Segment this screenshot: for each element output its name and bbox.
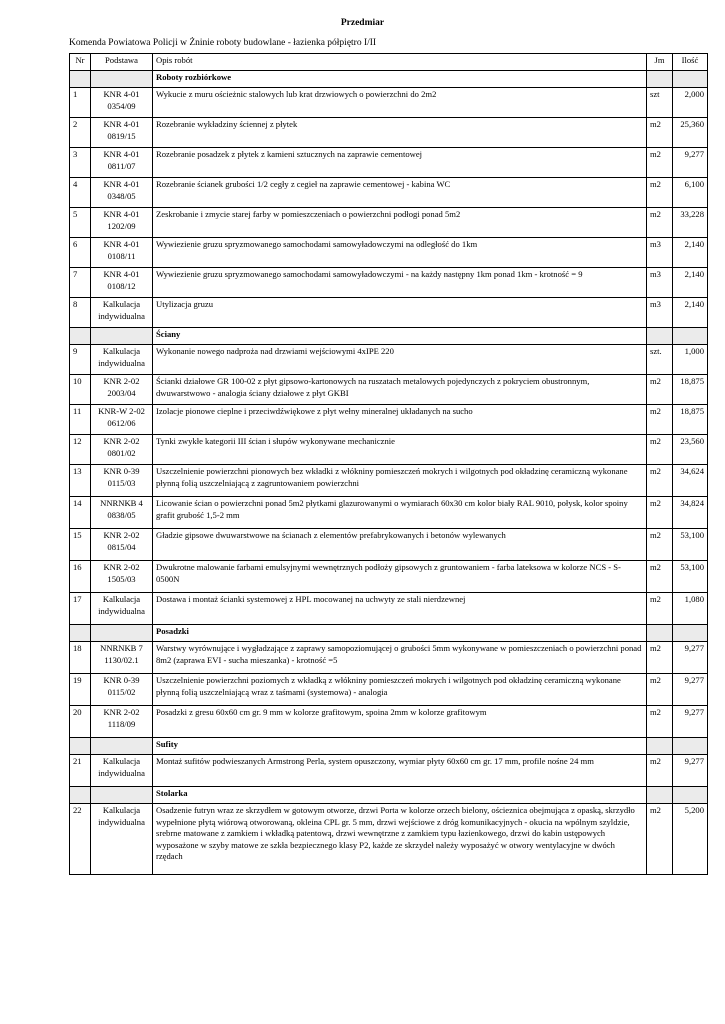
section-cell-jm <box>647 787 673 804</box>
table-row <box>70 706 708 738</box>
column-header-jm: Jm <box>647 54 673 71</box>
item-number: 9 <box>70 345 91 375</box>
section-cell-podstawa <box>91 625 153 642</box>
section-title: Ściany <box>153 328 647 345</box>
item-basis-line-2: 0801/02 <box>107 447 136 458</box>
item-basis-line-1: Kalkulacja <box>102 299 141 309</box>
column-header-ilosc: Ilość <box>673 54 708 71</box>
item-basis-line-2: indywidualna <box>98 357 145 368</box>
item-basis-line-1: KNR 4-01 <box>103 149 140 159</box>
section-cell-nr <box>70 71 91 88</box>
item-number: 8 <box>70 298 91 328</box>
table-row <box>70 148 708 178</box>
item-unit: m2 <box>647 497 673 529</box>
item-basis-line-2: 0819/15 <box>107 130 136 141</box>
section-cell-nr <box>70 328 91 345</box>
item-description: Licowanie ścian o powierzchni ponad 5m2 płytkami glazurowanymi o wymiarach 60x30 cm kolor biały RAL 9010, połysk, kolor spoiny grafit grubość 1,5-2 mm <box>153 497 647 529</box>
item-basis-line-1: KNR 4-01 <box>103 119 140 129</box>
table-row <box>70 674 708 706</box>
item-number: 19 <box>70 674 91 706</box>
section-cell-jm <box>647 625 673 642</box>
table-body <box>70 71 708 875</box>
item-quantity: 1,000 <box>673 345 708 375</box>
section-cell-podstawa <box>91 787 153 804</box>
item-basis-line-1: KNR 2-02 <box>103 436 140 446</box>
item-basis <box>91 238 153 268</box>
item-quantity: 9,277 <box>673 706 708 738</box>
item-basis <box>91 208 153 238</box>
section-cell-nr <box>70 625 91 642</box>
item-quantity: 25,360 <box>673 118 708 148</box>
section-title: Roboty rozbiórkowe <box>153 71 647 88</box>
item-basis-line-2: 0838/05 <box>107 509 136 520</box>
section-row <box>70 787 708 804</box>
item-basis-line-2: indywidualna <box>98 767 145 778</box>
item-description: Warstwy wyrównujące i wygładzające z zaprawy samopoziomującej o grubości 5mm wykonywane w pomieszczeniach o powierzchni ponad 8m2 (zaprawa EVI - sucha mieszanka) - krotność =5 <box>153 642 647 674</box>
item-unit: m2 <box>647 642 673 674</box>
item-description: Dostawa i montaż ścianki systemowej z HPL mocowanej na uchwyty ze stali nierdzewnej <box>153 593 647 625</box>
item-description: Uszczelnienie powierzchni poziomych z wkładką z włókniny pomieszczeń mokrych i wilgotnych pod okładzinę ceramiczną wykonane płynną folią uszczelniającą wraz z taśmami (systemowa) - analogia <box>153 674 647 706</box>
item-basis <box>91 88 153 118</box>
item-basis-line-2: 0612/06 <box>107 417 136 428</box>
section-cell-nr <box>70 787 91 804</box>
table-row <box>70 88 708 118</box>
column-header-opis: Opis robót <box>153 54 647 71</box>
item-quantity: 18,875 <box>673 375 708 405</box>
table-row <box>70 118 708 148</box>
item-basis-line-1: KNR 2-02 <box>103 376 140 386</box>
item-description: Uszczelnienie powierzchni pionowych bez wkładki z włókniny pomieszczeń mokrych i wilgotnych pod okładzinę ceramiczną wykonane płynną folią uszczelniającą z zagruntowaniem powierzchni <box>153 465 647 497</box>
item-description: Gładzie gipsowe dwuwarstwowe na ścianach z elementów prefabrykowanych i betonów wylewanych <box>153 529 647 561</box>
item-number: 6 <box>70 238 91 268</box>
item-description: Zeskrobanie i zmycie starej farby w pomieszczeniach o powierzchni podłogi ponad 5m2 <box>153 208 647 238</box>
item-basis-line-1: KNR 0-39 <box>103 466 140 476</box>
item-basis <box>91 642 153 674</box>
item-description: Dwukrotne malowanie farbami emulsyjnymi wewnętrznych podłoży gipsowych z gruntowaniem - farba lateksowa w kolorze NCS - S-0500N <box>153 561 647 593</box>
item-description: Rozebranie ścianek grubości 1/2 cegły z cegieł na zaprawie cementowej - kabina WC <box>153 178 647 208</box>
item-quantity: 33,228 <box>673 208 708 238</box>
item-basis-line-1: KNR-W 2-02 <box>98 406 145 416</box>
item-quantity: 9,277 <box>673 755 708 787</box>
table-row <box>70 465 708 497</box>
item-unit: m2 <box>647 755 673 787</box>
item-basis-line-1: KNR 2-02 <box>103 707 140 717</box>
item-basis <box>91 465 153 497</box>
document-subtitle: Komenda Powiatowa Policji w Żninie roboty budowlane - łazienka półpiętro I/II <box>69 38 377 48</box>
item-quantity: 2,140 <box>673 298 708 328</box>
item-basis <box>91 435 153 465</box>
item-description: Ścianki działowe GR 100-02 z płyt gipsowo-kartonowych na ruszatach metalowych pojedynczych z pokryciem obustronnym, dwuwarstwowo - analogia ściany działowe z płyt GKBI <box>153 375 647 405</box>
item-basis <box>91 529 153 561</box>
section-cell-ilosc <box>673 787 708 804</box>
item-number: 2 <box>70 118 91 148</box>
item-basis-line-1: KNR 4-01 <box>103 209 140 219</box>
item-basis-line-1: Kalkulacja <box>102 594 141 604</box>
item-unit: m2 <box>647 561 673 593</box>
item-basis <box>91 593 153 625</box>
section-title: Posadzki <box>153 625 647 642</box>
item-unit: m3 <box>647 298 673 328</box>
section-cell-jm <box>647 738 673 755</box>
item-quantity: 23,560 <box>673 435 708 465</box>
item-number: 11 <box>70 405 91 435</box>
item-basis-line-2: 1118/09 <box>107 718 136 729</box>
item-unit: m2 <box>647 529 673 561</box>
item-unit: m2 <box>647 674 673 706</box>
item-basis-line-1: Kalkulacja <box>102 756 141 766</box>
section-cell-jm <box>647 71 673 88</box>
section-cell-podstawa <box>91 328 153 345</box>
item-basis-line-1: KNR 4-01 <box>103 179 140 189</box>
item-quantity: 2,140 <box>673 238 708 268</box>
section-cell-podstawa <box>91 71 153 88</box>
item-basis-line-2: 1130/02.1 <box>104 654 139 665</box>
item-number: 5 <box>70 208 91 238</box>
table-row <box>70 208 708 238</box>
table-row <box>70 804 708 875</box>
table-row <box>70 435 708 465</box>
item-basis <box>91 405 153 435</box>
item-description: Tynki zwykłe kategorii III ścian i słupów wykonywane mechanicznie <box>153 435 647 465</box>
item-basis <box>91 375 153 405</box>
item-description: Posadzki z gresu 60x60 cm gr. 9 mm w kolorze grafitowym, spoina 2mm w kolorze grafitowym <box>153 706 647 738</box>
item-basis-line-2: 0108/11 <box>107 250 136 261</box>
item-number: 15 <box>70 529 91 561</box>
section-cell-ilosc <box>673 328 708 345</box>
table-row <box>70 561 708 593</box>
item-unit: m2 <box>647 465 673 497</box>
item-quantity: 53,100 <box>673 561 708 593</box>
item-basis-line-1: KNR 0-39 <box>103 675 140 685</box>
item-basis-line-2: 0108/12 <box>107 280 136 291</box>
item-quantity: 53,100 <box>673 529 708 561</box>
item-number: 16 <box>70 561 91 593</box>
item-quantity: 6,100 <box>673 178 708 208</box>
item-basis <box>91 118 153 148</box>
table-row <box>70 345 708 375</box>
section-title: Stolarka <box>153 787 647 804</box>
item-basis-line-1: KNR 4-01 <box>103 239 140 249</box>
column-header-podstawa: Podstawa <box>91 54 153 71</box>
item-description: Wywiezienie gruzu spryzmowanego samochodami samowyładowczymi - na każdy następny 1km ponad 1km - krotność = 9 <box>153 268 647 298</box>
item-description: Rozebranie wykładziny ściennej z płytek <box>153 118 647 148</box>
section-cell-ilosc <box>673 738 708 755</box>
section-row <box>70 738 708 755</box>
item-description: Rozebranie posadzek z płytek z kamieni sztucznych na zaprawie cementowej <box>153 148 647 178</box>
item-description: Montaż sufitów podwieszanych Armstrong Perla, system opuszczony, wymiar płyty 60x60 cm gr. 17 mm, profile nośne 24 mm <box>153 755 647 787</box>
item-basis-line-2: indywidualna <box>98 310 145 321</box>
section-cell-ilosc <box>673 71 708 88</box>
item-basis-line-1: NNRNKB 4 <box>100 498 143 508</box>
section-cell-ilosc <box>673 625 708 642</box>
section-cell-jm <box>647 328 673 345</box>
item-quantity: 5,200 <box>673 804 708 875</box>
item-quantity: 9,277 <box>673 674 708 706</box>
item-description: Wywiezienie gruzu spryzmowanego samochodami samowyładowczymi na odległość do 1km <box>153 238 647 268</box>
item-unit: m2 <box>647 118 673 148</box>
table-row <box>70 593 708 625</box>
section-row <box>70 625 708 642</box>
item-number: 17 <box>70 593 91 625</box>
item-basis-line-1: KNR 4-01 <box>103 89 140 99</box>
item-description: Wykucie z muru ościeżnic stalowych lub krat drzwiowych o powierzchni do 2m2 <box>153 88 647 118</box>
item-unit: m2 <box>647 405 673 435</box>
item-number: 1 <box>70 88 91 118</box>
item-basis-line-2: 1505/03 <box>107 573 136 584</box>
przedmiar-table <box>69 53 708 875</box>
item-basis <box>91 804 153 875</box>
item-basis-line-1: Kalkulacja <box>102 346 141 356</box>
item-basis-line-1: KNR 2-02 <box>103 530 140 540</box>
item-basis-line-1: Kalkulacja <box>102 805 141 815</box>
item-basis-line-1: KNR 4-01 <box>103 269 140 279</box>
table-row <box>70 497 708 529</box>
item-unit: m2 <box>647 208 673 238</box>
page-title: Przedmiar <box>340 18 385 28</box>
item-unit: m2 <box>647 706 673 738</box>
section-title: Sufity <box>153 738 647 755</box>
item-basis <box>91 497 153 529</box>
item-quantity: 34,624 <box>673 465 708 497</box>
column-header-nr: Nr <box>70 54 91 71</box>
section-cell-nr <box>70 738 91 755</box>
item-quantity: 9,277 <box>673 148 708 178</box>
item-number: 20 <box>70 706 91 738</box>
item-basis <box>91 706 153 738</box>
item-basis-line-2: 0348/05 <box>107 190 136 201</box>
item-basis-line-2: 0115/03 <box>107 477 136 488</box>
item-basis-line-1: NNRNKB 7 <box>100 643 143 653</box>
item-basis <box>91 674 153 706</box>
item-quantity: 9,277 <box>673 642 708 674</box>
item-unit: m2 <box>647 593 673 625</box>
item-number: 18 <box>70 642 91 674</box>
item-basis-line-2: 0115/02 <box>107 686 136 697</box>
item-basis-line-2: 0811/07 <box>107 160 136 171</box>
item-unit: szt. <box>647 345 673 375</box>
item-basis <box>91 755 153 787</box>
item-quantity: 34,824 <box>673 497 708 529</box>
table-row <box>70 642 708 674</box>
section-row <box>70 328 708 345</box>
item-basis-line-2: 2003/04 <box>107 387 136 398</box>
item-number: 7 <box>70 268 91 298</box>
item-description: Izolacje pionowe cieplne i przeciwdźwiękowe z płyt wełny mineralnej układanych na sucho <box>153 405 647 435</box>
item-number: 21 <box>70 755 91 787</box>
item-basis <box>91 268 153 298</box>
item-basis <box>91 178 153 208</box>
item-quantity: 18,875 <box>673 405 708 435</box>
item-unit: szt <box>647 88 673 118</box>
item-number: 3 <box>70 148 91 178</box>
item-quantity: 2,140 <box>673 268 708 298</box>
item-basis-line-2: 1202/09 <box>107 220 136 231</box>
item-number: 22 <box>70 804 91 875</box>
item-number: 10 <box>70 375 91 405</box>
table-row <box>70 755 708 787</box>
item-basis <box>91 561 153 593</box>
table-row <box>70 405 708 435</box>
table-row <box>70 375 708 405</box>
item-basis-line-2: 0354/09 <box>107 100 136 111</box>
item-basis-line-2: indywidualna <box>98 605 145 616</box>
item-unit: m3 <box>647 238 673 268</box>
item-basis <box>91 345 153 375</box>
table-row <box>70 298 708 328</box>
item-number: 12 <box>70 435 91 465</box>
item-number: 4 <box>70 178 91 208</box>
section-cell-podstawa <box>91 738 153 755</box>
item-unit: m2 <box>647 804 673 875</box>
item-description: Utylizacja gruzu <box>153 298 647 328</box>
table-row <box>70 268 708 298</box>
item-description: Osadzenie futryn wraz ze skrzydłem w gotowym otworze, drzwi Porta w kolorze orzech bielony, ościeznica obejmująca z opaską, skrzydło wypełnione płytą wiórową otworowaną, okleina CPL gr. 5 mm, drzwi wejściowe z dróg komunikacyjnych - okucia na wpólnym szyldzie, srebrne matowane z zamkiem i wkładką patentową, drzwi wewnętrzne z zamkiem typu łazienkowego, drzwi do kabin ustępowych wyposażone w szyby matowe ze szkła bezpiecznego klasy P2, każde ze skrzydeł należy wyposażyć w otwory wentylacyjne w dwóch rzędach <box>153 804 647 875</box>
item-unit: m2 <box>647 178 673 208</box>
item-basis-line-2: 0815/04 <box>107 541 136 552</box>
item-basis <box>91 148 153 178</box>
item-unit: m2 <box>647 435 673 465</box>
table-row <box>70 238 708 268</box>
item-basis-line-1: KNR 2-02 <box>103 562 140 572</box>
table-header-row <box>70 54 708 71</box>
item-description: Wykonanie nowego nadproża nad drzwiami wejściowymi 4xIPE 220 <box>153 345 647 375</box>
item-basis <box>91 298 153 328</box>
section-row <box>70 71 708 88</box>
item-basis-line-2: indywidualna <box>98 816 145 827</box>
item-unit: m2 <box>647 148 673 178</box>
item-quantity: 1,080 <box>673 593 708 625</box>
table-row <box>70 529 708 561</box>
item-unit: m2 <box>647 375 673 405</box>
item-number: 14 <box>70 497 91 529</box>
item-quantity: 2,000 <box>673 88 708 118</box>
table-row <box>70 178 708 208</box>
item-number: 13 <box>70 465 91 497</box>
item-unit: m3 <box>647 268 673 298</box>
